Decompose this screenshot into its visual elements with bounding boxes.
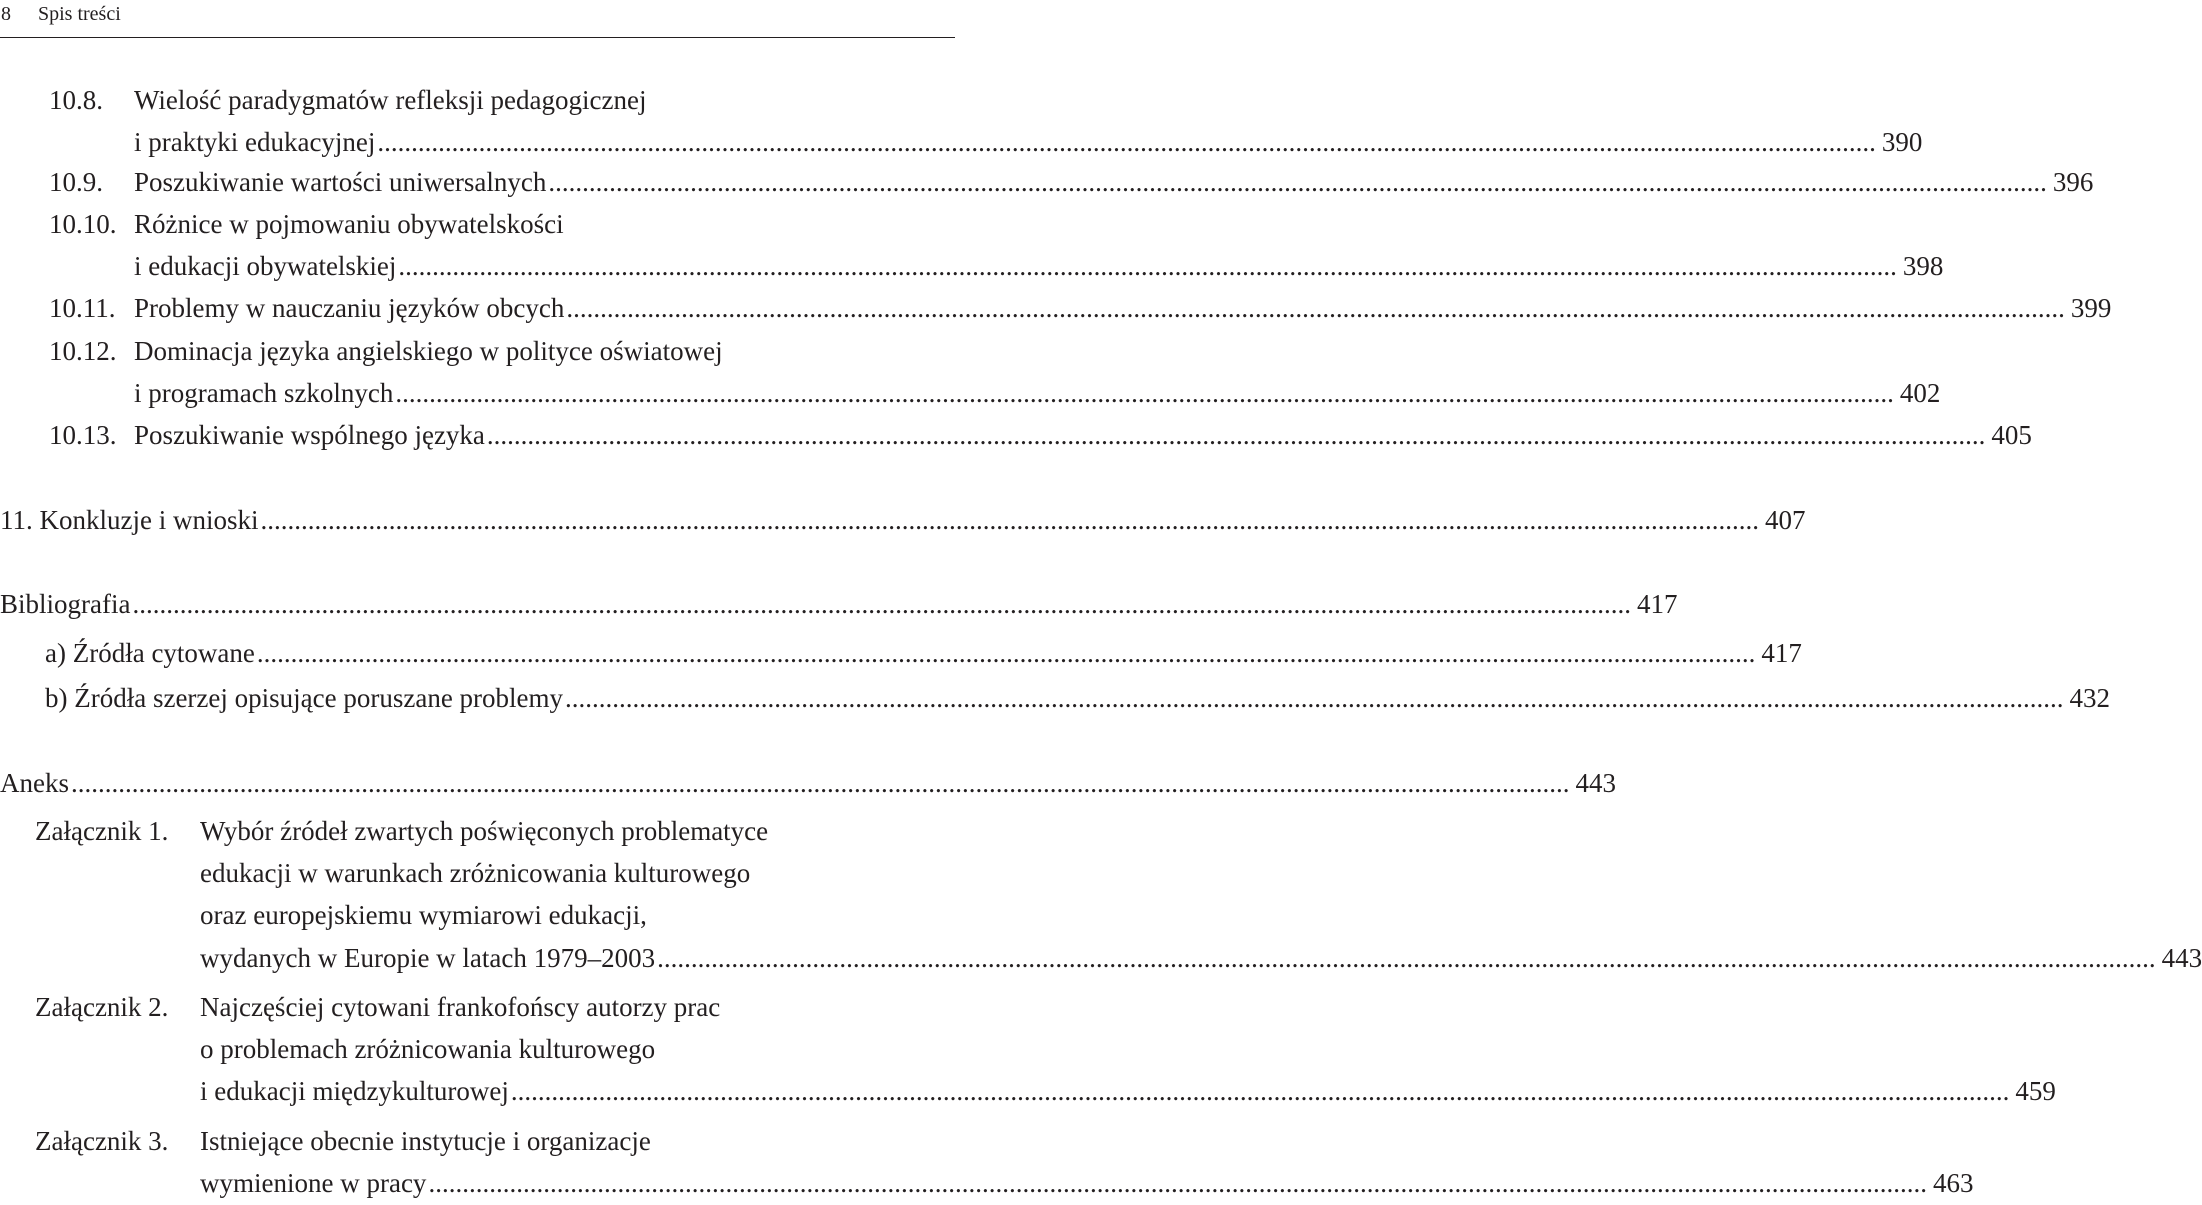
entry-number: 10.9. (49, 167, 103, 197)
dot-leader: .............................................................................................................................................................................................................................. (548, 167, 2047, 197)
toc-entry-title: a) Źródła cytowane (45, 638, 255, 668)
toc-entry-title: i programach szkolnych (134, 378, 394, 408)
toc-entry[interactable] (134, 246, 1944, 286)
toc-entry-title: oraz europejskiemu wymiarowi edukacji, (200, 900, 647, 930)
dot-leader: .............................................................................................................................................................................................................................. (657, 943, 2156, 973)
toc-entry-title: Wybór źródeł zwartych poświęconych problematyce (200, 816, 769, 846)
toc-page-number: 399 (2070, 293, 2112, 323)
toc-entry-title: Problemy w nauczaniu języków obcych (134, 293, 565, 323)
toc-page-number: 407 (1764, 505, 1806, 535)
entry-number: 10.11. (49, 293, 116, 323)
toc-entry-title: Dominacja języka angielskiego w polityce oświatowej (134, 336, 723, 366)
toc-entry-title: Wielość paradygmatów refleksji pedagogicznej (134, 85, 647, 115)
toc-page-number: 443 (2161, 943, 2202, 973)
toc-entry-title: i edukacji obywatelskiej (134, 251, 397, 281)
toc-entry-title: 11. Konkluzje i wnioski (0, 505, 259, 535)
toc-page-number: 398 (1902, 251, 1944, 281)
toc-entry[interactable] (45, 633, 1802, 673)
dot-leader: .............................................................................................................................................................................................................................. (566, 293, 2065, 323)
dot-leader: .............................................................................................................................................................................................................................. (260, 505, 1759, 535)
entry-number: 10.13. (49, 420, 117, 450)
toc-entry[interactable] (200, 1071, 2056, 1111)
toc-entry-title: Istniejące obecnie instytucje i organizacje (200, 1126, 651, 1156)
toc-entry[interactable] (0, 763, 1616, 803)
entry-number: 10.8. (49, 85, 103, 115)
toc-entry[interactable] (200, 1163, 1974, 1203)
dot-leader: .............................................................................................................................................................................................................................. (395, 378, 1894, 408)
toc-entry[interactable] (134, 288, 2112, 328)
toc-entry-title: b) Źródła szerzej opisujące poruszane problemy (45, 683, 564, 713)
running-title: Spis treści (38, 3, 121, 25)
toc-page-number: 417 (1636, 589, 1678, 619)
toc-entry-title: edukacji w warunkach zróżnicowania kulturowego (200, 858, 751, 888)
toc-entry-title: i edukacji międzykulturowej (200, 1076, 509, 1106)
toc-page-number: 390 (1881, 127, 1923, 157)
toc-entry-title: Różnice w pojmowaniu obywatelskości (134, 209, 564, 239)
dot-leader: .............................................................................................................................................................................................................................. (71, 768, 1570, 798)
toc-entry-title: i praktyki edukacyjnej (134, 127, 376, 157)
running-header (0, 0, 955, 38)
toc-page-number: 463 (1932, 1168, 1974, 1198)
toc-entry[interactable] (134, 415, 2032, 455)
toc-page-number: 417 (1761, 638, 1802, 668)
dot-leader: .............................................................................................................................................................................................................................. (486, 420, 1986, 450)
appendix-label: Załącznik 1. (35, 816, 169, 846)
appendix-label: Załącznik 3. (35, 1126, 169, 1156)
entry-number: 10.10. (49, 209, 117, 239)
toc-page-number: 402 (1899, 378, 1941, 408)
toc-entry[interactable] (0, 500, 1806, 540)
toc-entry-title: o problemach zróżnicowania kulturowego (200, 1034, 656, 1064)
dot-leader: .............................................................................................................................................................................................................................. (428, 1168, 1927, 1198)
dot-leader: .............................................................................................................................................................................................................................. (132, 589, 1631, 619)
dot-leader: .............................................................................................................................................................................................................................. (398, 251, 1897, 281)
dot-leader: .............................................................................................................................................................................................................................. (256, 638, 1756, 668)
toc-page-number: 459 (2015, 1076, 2056, 1106)
toc-entry-title: Aneks (0, 768, 69, 798)
toc-entry[interactable] (134, 122, 1923, 162)
toc-entry[interactable] (200, 938, 2202, 978)
dot-leader: .............................................................................................................................................................................................................................. (565, 683, 2064, 713)
appendix-label: Załącznik 2. (35, 992, 169, 1022)
toc-page-number: 432 (2069, 683, 2111, 713)
toc-entry-title: Bibliografia (0, 589, 131, 619)
toc-page-number: 443 (1575, 768, 1616, 798)
toc-entry-title: wymienione w pracy (200, 1168, 427, 1198)
toc-entry-title: Najczęściej cytowani frankofońscy autorzy prac (200, 992, 721, 1022)
toc-page-number: 396 (2052, 167, 2094, 197)
toc-entry-title: Poszukiwanie wspólnego języka (134, 420, 485, 450)
entry-number: 10.12. (49, 336, 117, 366)
toc-page-number: 405 (1991, 420, 2032, 450)
dot-leader: .............................................................................................................................................................................................................................. (377, 127, 1876, 157)
page-number: 8 (1, 3, 11, 25)
toc-entry[interactable] (134, 373, 1941, 413)
toc-entry-title: Poszukiwanie wartości uniwersalnych (134, 167, 547, 197)
toc-entry[interactable] (45, 678, 2111, 718)
toc-entry-title: wydanych w Europie w latach 1979–2003 (200, 943, 656, 973)
toc-entry[interactable] (134, 162, 2094, 202)
dot-leader: .............................................................................................................................................................................................................................. (510, 1076, 2010, 1106)
toc-entry[interactable] (0, 584, 1678, 624)
